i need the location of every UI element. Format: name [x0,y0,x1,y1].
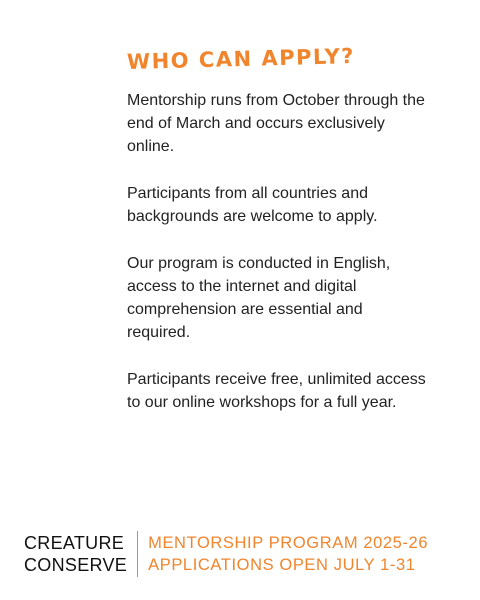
tagline-program: MENTORSHIP PROGRAM 2025-26 [148,534,429,552]
body-text [127,89,427,438]
paragraph-requirements: Our program is conducted in English, access to the internet and digital comprehension are essential and required. [127,255,391,341]
paragraph-eligibility: Participants from all countries and backgrounds are welcome to apply. [127,185,378,225]
paragraph-schedule: Mentorship runs from October through the end of March and occurs exclusively online. [127,92,425,155]
paragraph-benefits: Participants receive free, unlimited access to our online workshops for a full year. [127,371,426,411]
program-tagline [148,531,428,577]
footer [24,531,428,577]
footer-divider [137,531,138,577]
logo-line-2: CONSERVE [24,555,128,575]
creature-conserve-logo [24,531,137,577]
tagline-dates: APPLICATIONS OPEN JULY 1-31 [148,556,416,574]
page-heading: WHO CAN APPLY? [126,44,356,74]
logo-line-1: CREATURE [24,533,125,553]
